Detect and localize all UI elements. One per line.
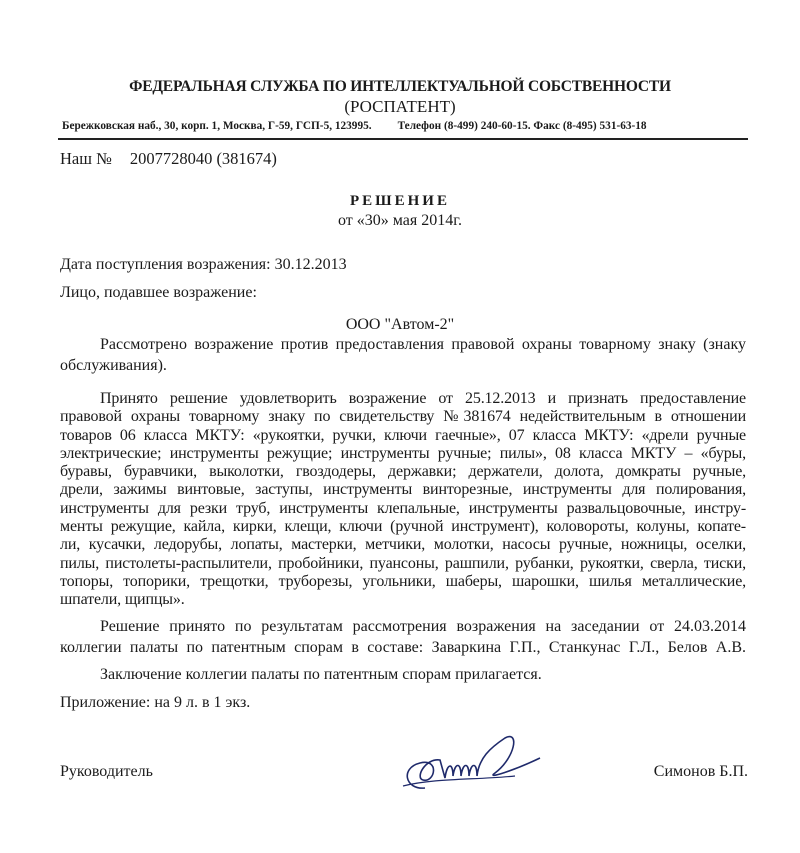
text-line: Решение принято по результатам рассмотрения возражения на заседании от 24.03.2014 — [100, 618, 746, 635]
text-line: Рассмотрено возражение против предоставления правовой охраны товарному знаку (знаку — [100, 336, 746, 353]
agency-title: ФЕДЕРАЛЬНАЯ СЛУЖБА ПО ИНТЕЛЛЕКТУАЛЬНОЙ СОБСТВЕННОСТИ — [129, 78, 671, 95]
text-line: Принято решение удовлетворить возражение от 25.12.2013 и признать предоставление — [100, 390, 746, 407]
text-line: инструменты для резки труб, инструменты клепальные, инструменты развальцовочные, инстру- — [60, 499, 746, 517]
decision-title: РЕШЕНИЕ — [350, 193, 450, 209]
objector-name: ООО "Автом-2" — [345, 316, 455, 333]
text-line: топоры, топорики, трещотки, труборезы, угольники, шаберы, шарошки, шилья металлические, — [60, 572, 746, 590]
attachment-note: Приложение: на 9 л. в 1 экз. — [60, 694, 251, 711]
reference-value: 2007728040 (381674) — [129, 149, 277, 168]
paragraph-review — [60, 335, 746, 376]
reference-number — [60, 149, 277, 169]
reference-label: Наш № — [60, 149, 112, 168]
text-line: шпатели, щипцы». — [60, 591, 185, 609]
paragraph-conclusion: Заключение коллегии палаты по патентным спорам прилагается. — [100, 666, 542, 683]
objection-date: Дата поступления возражения: 30.12.2013 — [60, 256, 347, 273]
signatory-title: Руководитель — [60, 763, 153, 780]
text-line: товаров 06 класса МКТУ: «рукоятки, ручки, ключи гаечные», 07 класса МКТУ: «дрели ручные — [60, 426, 746, 444]
text-line: буравы, буравчики, выколотки, гвоздодеры, державки; держатели, долота, домкраты ручные, — [60, 463, 746, 481]
agency-address: Бережковская наб., 30, корп. 1, Москва, Г-59, ГСП-5, 123995. — [62, 120, 372, 132]
text-line: электрические; инструменты режущие; инструменты ручные; пилы», 08 класса МКТУ – «буры, — [60, 444, 746, 462]
paragraph-decision — [60, 390, 746, 610]
signatory-name: Симонов Б.П. — [653, 763, 748, 780]
text-line: ли, кусачки, ледорубы, лопаты, мастерки, метчики, молотки, насосы ручные, ножницы, оселки, — [60, 536, 746, 554]
agency-contacts — [62, 120, 647, 132]
objector-label: Лицо, подавшее возражение: — [60, 284, 257, 301]
text-line: обслуживания). — [60, 356, 167, 374]
decision-date: от «30» мая 2014г. — [337, 212, 462, 229]
text-line: правовой охраны товарному знаку по свидетельству №381674 недействительным в отношении — [60, 408, 746, 426]
header-divider — [58, 138, 748, 140]
agency-subtitle: (РОСПАТЕНТ) — [344, 97, 456, 116]
text-line: менты режущие, кайла, кирки, клещи, ключи (ручной инструмент), коловороты, колуны, копате- — [60, 518, 746, 536]
text-line: пилы, пистолеты-распылители, пробойники, пуансоны, рашпили, рубанки, рукоятки, сверла, тиски, — [60, 554, 746, 572]
paragraph-meeting — [60, 617, 746, 658]
text-line: дрели, зажимы винтовые, заступы, инструменты винторезные, инструменты для полирования, — [60, 481, 746, 499]
agency-phones: Телефон (8-499) 240-60-15. Факс (8-495) 531-63-18 — [397, 120, 647, 132]
signature — [395, 728, 545, 798]
text-line: коллегии палаты по патентным спорам в составе: Заваркина Г.П., Станкунас Г.Л., Белов А.В. — [60, 638, 746, 656]
